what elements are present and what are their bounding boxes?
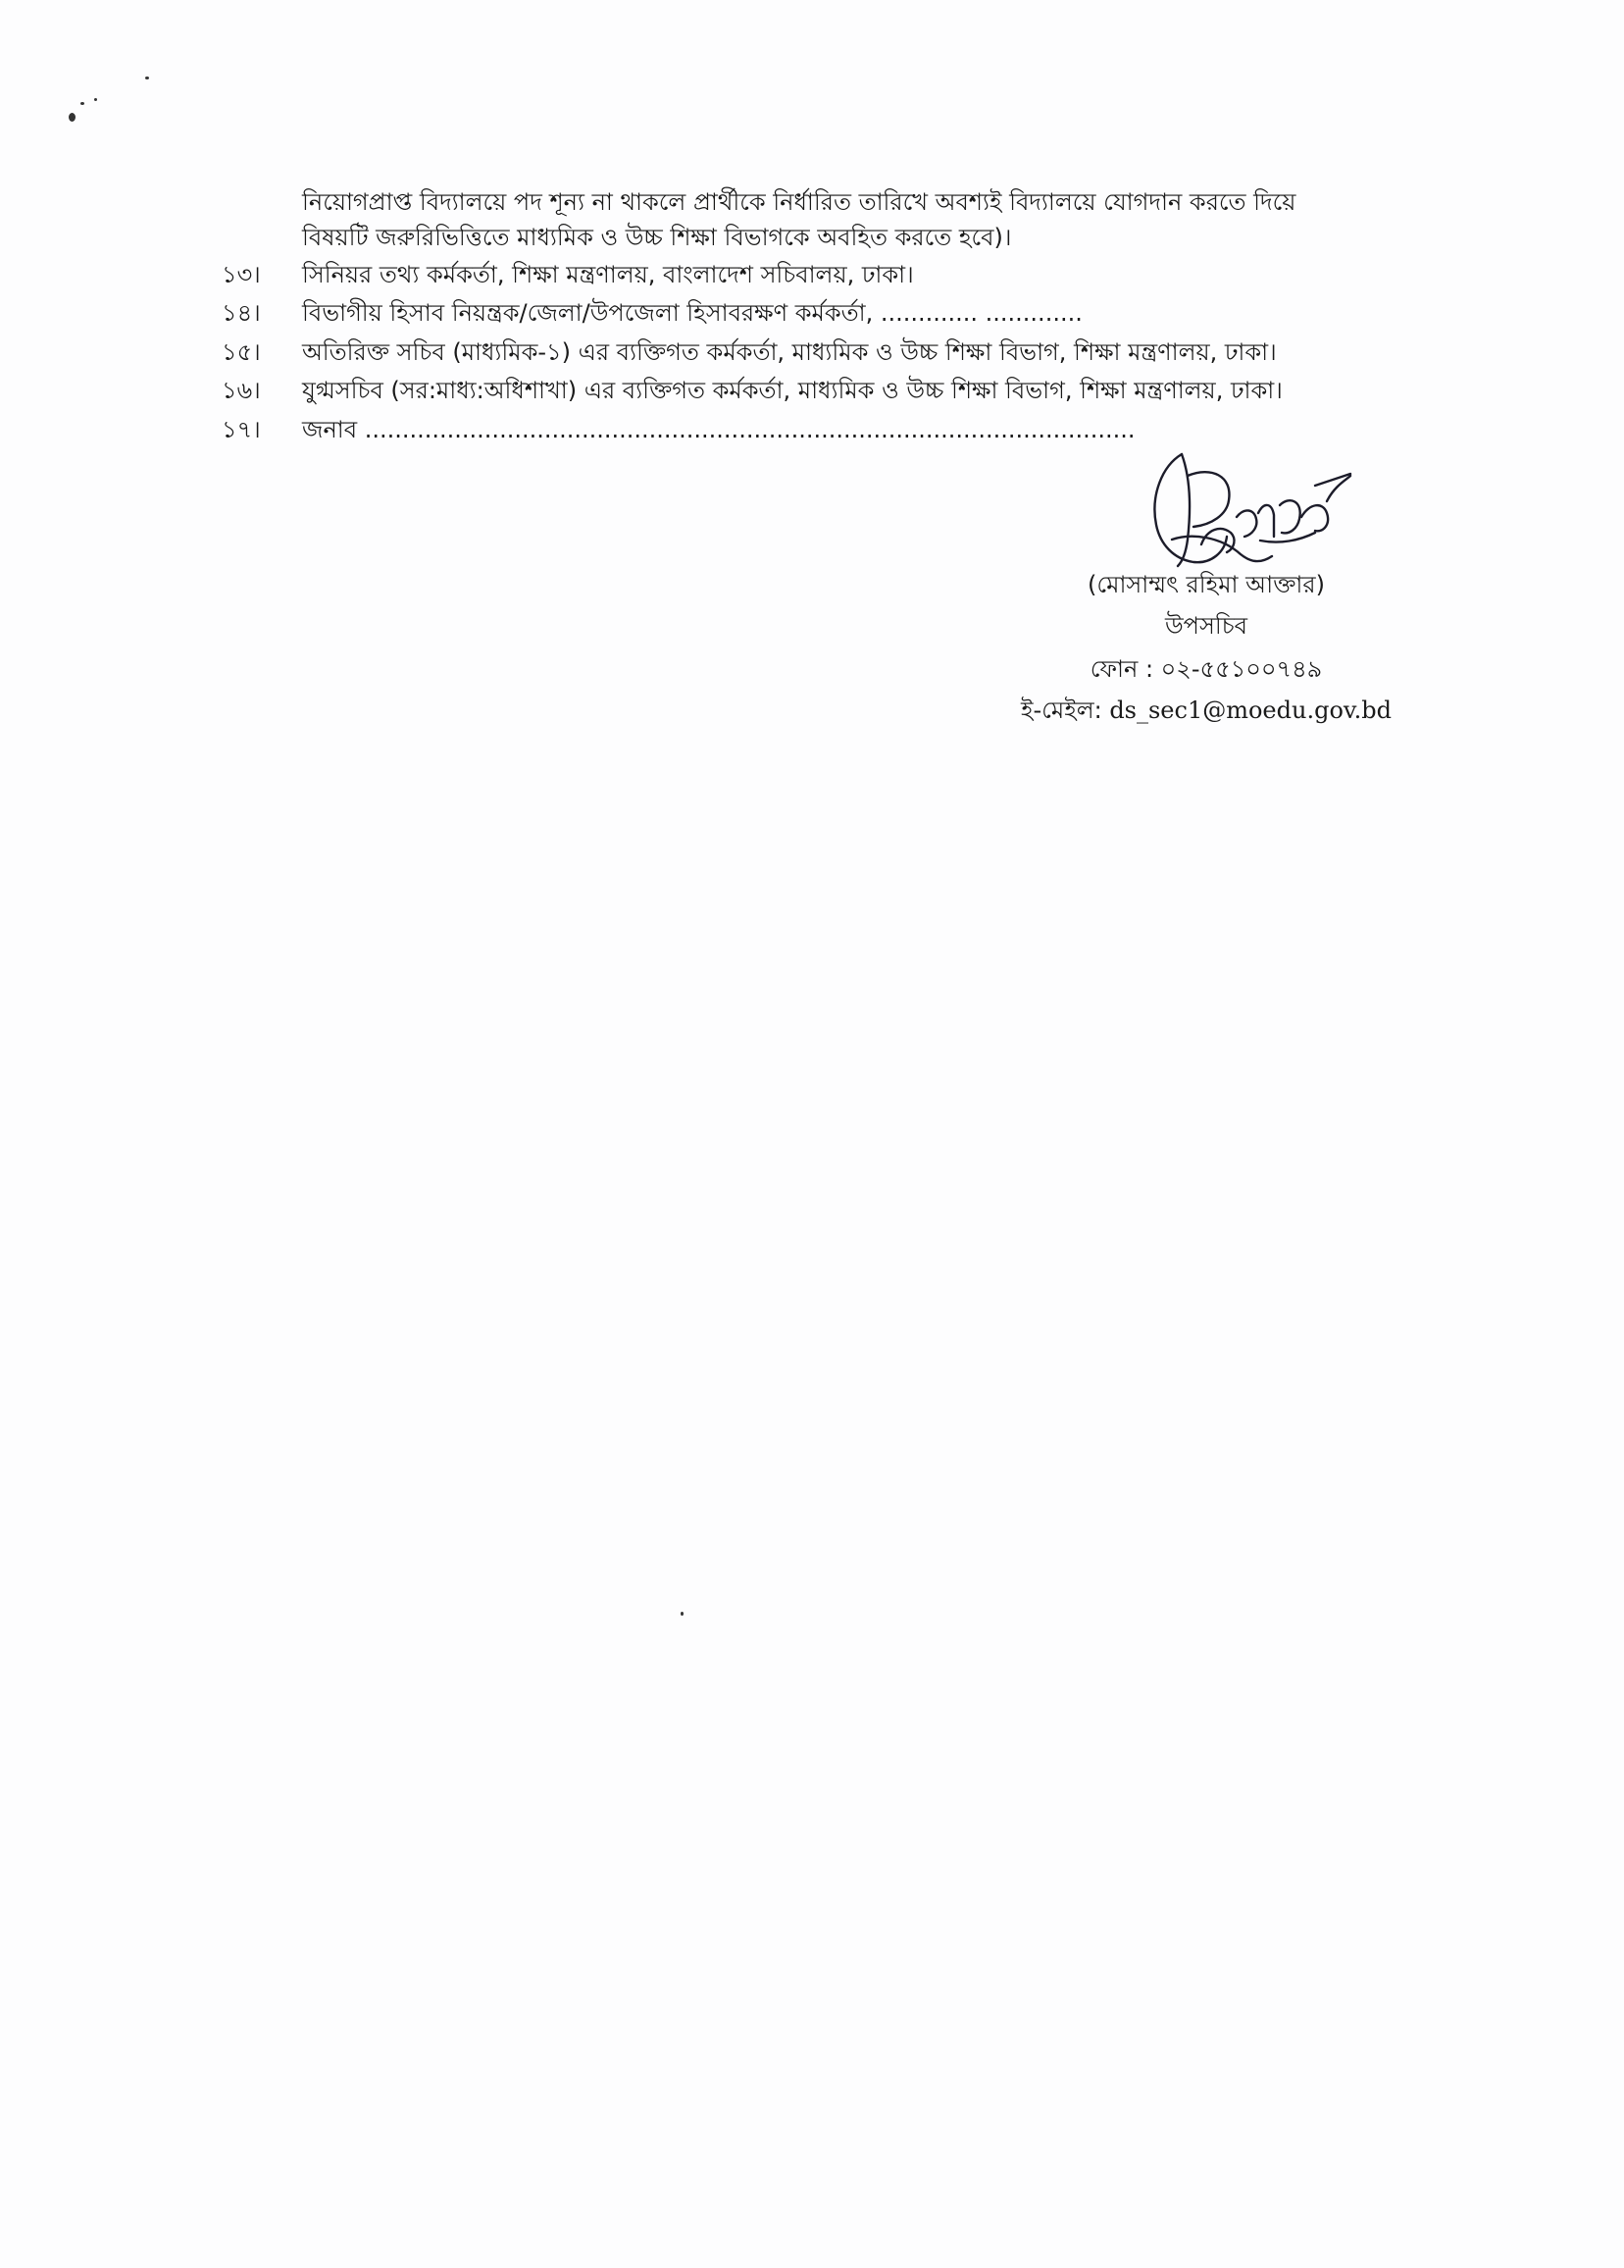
continuation-line-1: নিয়োগপ্রাপ্ত বিদ্যালয়ে পদ শূন্য না থাকলে প্রার্থীকে নির্ধারিত তারিখে অবশ্যই বিদ্যালয়ে যোগদান করতে দিয়ে <box>302 188 1296 216</box>
paper-mark <box>681 1612 684 1616</box>
item-text: যুগ্মসচিব (সর:মাধ্য:অধিশাখা) এর ব্যক্তিগত কর্মকর্তা, মাধ্যমিক ও উচ্চ শিক্ষা বিভাগ, শিক্ষা মন্ত্রণালয়, ঢাকা। <box>302 377 1283 404</box>
item-number: ১৭। <box>222 416 261 443</box>
continuation-line-2: বিষয়টি জরুরিভিত্তিতে মাধ্যমিক ও উচ্চ শিক্ষা বিভাগকে অবহিত করতে হবে)। <box>302 224 1012 251</box>
paper-mark <box>80 102 84 105</box>
item-text: অতিরিক্ত সচিব (মাধ্যমিক-১) এর ব্যক্তিগত কর্মকর্তা, মাধ্যমিক ও উচ্চ শিক্ষা বিভাগ, শিক্ষা মন্ত্রণালয়, ঢাকা। <box>302 338 1277 366</box>
item-text: সিনিয়র তথ্য কর্মকর্তা, শিক্ষা মন্ত্রণালয়, বাংলাদেশ সচিবালয়, ঢাকা। <box>302 261 914 288</box>
signatory-name: (মোসাম্মৎ রহিমা আক্তার) <box>1088 571 1325 598</box>
item-number: ১৫। <box>222 338 261 366</box>
paper-mark <box>94 98 97 101</box>
signatory-phone: ফোন : ০২-৫৫১০০৭৪৯ <box>1090 655 1323 683</box>
paper-mark <box>69 113 76 122</box>
item-number: ১৩। <box>222 261 261 288</box>
item-text: জনাব ....................................................................................................... <box>302 416 1136 443</box>
item-text: বিভাগীয় হিসাব নিয়ন্ত্রক/জেলা/উপজেলা হিসাবরক্ষণ কর্মকর্তা, ............. ............. <box>302 299 1083 327</box>
email-address: ds_sec1@moedu.gov.bd <box>1109 696 1392 724</box>
signatory-designation: উপসচিব <box>1164 612 1248 640</box>
email-label: ই-মেইল: <box>1021 696 1110 724</box>
paper-mark <box>145 77 149 79</box>
signatory-email-line <box>981 693 1432 728</box>
signature-image <box>1142 446 1358 579</box>
item-number: ১৪। <box>222 299 261 327</box>
item-number: ১৬। <box>222 377 261 404</box>
